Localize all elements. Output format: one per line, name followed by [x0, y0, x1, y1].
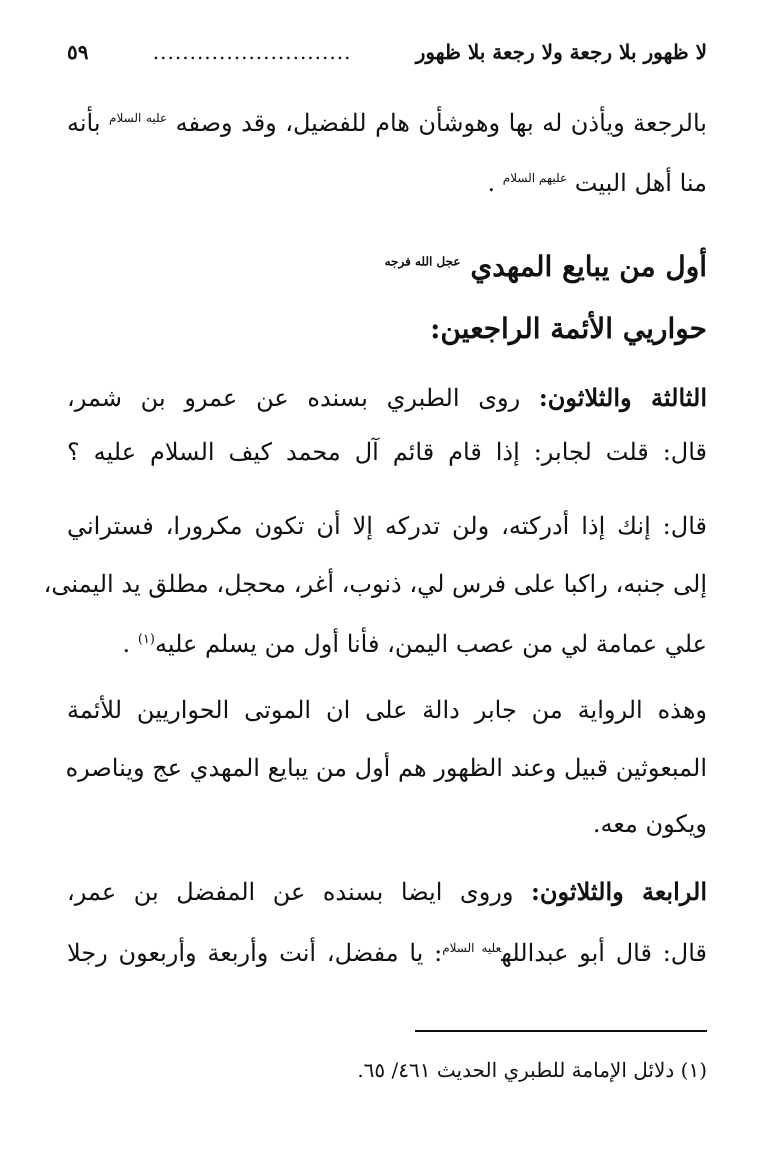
comment-line1: وهذه الرواية من جابر دالة على ان الموتى الحواريين للأئمة — [67, 696, 707, 724]
text-run: . — [487, 169, 496, 197]
text-run: قال: قال أبو عبدالله — [501, 939, 708, 967]
narration34-line2 — [67, 932, 707, 969]
text-run: : يا مفضل، أنت وأربعة وأربعون رجلا — [67, 939, 443, 967]
reply-line3 — [67, 624, 707, 660]
honorific-glyph: عليهم السلام — [502, 171, 568, 185]
honorific-glyph: عجل الله فرجه — [384, 254, 461, 269]
comment-line3: ويكون معه. — [592, 810, 707, 838]
honorific-glyph: عليه السلام — [442, 941, 502, 955]
narration34-line1 — [67, 876, 707, 908]
reply-line2: إلى جنبه، راكبا على فرس لي، ذنوب، أغر، محجل، مطلق يد اليمنى، — [43, 570, 707, 598]
narration-label: الرابعة والثلاثون: — [531, 877, 707, 906]
footnote-separator — [415, 1030, 707, 1032]
text-run: بأنه — [67, 109, 101, 137]
comment-line2: المبعوثين قبيل وعند الظهور هم أول من يبايع المهدي عج ويناصره — [65, 754, 707, 782]
paragraph1-line2 — [67, 162, 707, 199]
page-number: ٥٩ — [67, 40, 89, 64]
text-run: . — [122, 630, 131, 658]
section-heading — [67, 250, 707, 283]
reply-line1: قال: إنك إذا أدركته، ولن تدركه إلا أن تكون مكرورا، فستراني — [67, 512, 707, 540]
footnote-reference[interactable]: (١) — [137, 632, 155, 647]
text-run: روى الطبري بسنده عن عمرو بن شمر، — [67, 384, 521, 412]
paragraph1-line1 — [67, 102, 707, 139]
footnote: (١) دلائل الإمامة للطبري الحديث ٤٦١/ ٦٥. — [357, 1058, 707, 1082]
text-run: وروى ايضا بسنده عن المفضل بن عمر، — [67, 878, 514, 906]
text-run: علي عمامة لي من عصب اليمن، فأنا أول من يسلم عليه — [154, 630, 707, 658]
text-run: منا أهل البيت — [574, 169, 707, 197]
text-run: بالرجعة ويأذن له بها وهوشأن هام للفضيل، وقد وصفه — [175, 109, 707, 137]
honorific-glyph: عليه السلام — [109, 111, 168, 125]
section-heading-text: أول من يبايع المهدي — [470, 250, 707, 283]
narration33-line2: قال: قلت لجابر: إذا قام قائم آل محمد كيف السلام عليه ؟ — [67, 438, 707, 466]
header-leader-dots: ........................... — [152, 40, 352, 64]
running-header — [67, 40, 707, 64]
running-title: لا ظهور بلا رجعة ولا رجعة بلا ظهور — [415, 40, 707, 64]
sub-heading: حواريي الأئمة الراجعين: — [430, 312, 707, 345]
narration-label: الثالثة والثلاثون: — [538, 383, 707, 412]
narration33-line1 — [67, 382, 707, 414]
